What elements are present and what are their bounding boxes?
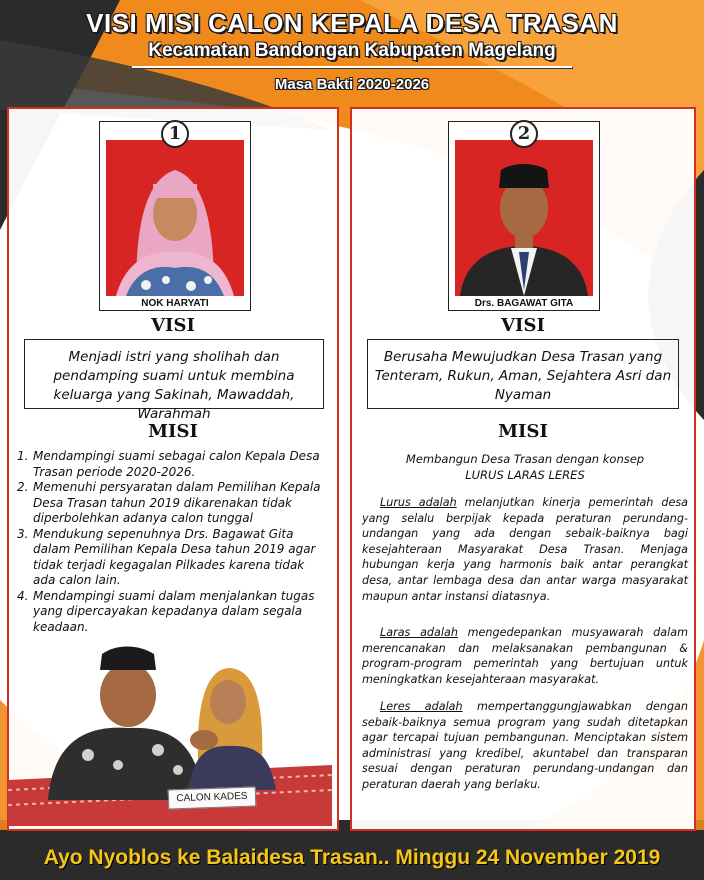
candidate-number-badge: 2 bbox=[510, 120, 538, 148]
list-item: 4. Mendampingi suami dalam menjalankan tugas yang dipercayakan kepadanya dalam segala keadaan. bbox=[17, 588, 315, 634]
footer-text: Ayo Nyoblos ke Balaidesa Trasan.. Minggu 24 November 2019 bbox=[43, 846, 661, 869]
nameplate: CALON KADES bbox=[168, 786, 257, 809]
candidate-1-photo-frame bbox=[99, 121, 251, 311]
misi-heading: MISI bbox=[498, 421, 548, 442]
visi-text: Menjadi istri yang sholihah dan pendamping suami untuk membina keluarga yang Sakinah, Mawaddah, Warahmah bbox=[24, 339, 324, 409]
candidate-number-badge: 1 bbox=[161, 120, 189, 148]
visi-heading: VISI bbox=[501, 315, 545, 336]
candidate-1-photo bbox=[106, 140, 244, 296]
term-period: Masa Bakti 2020-2026 bbox=[274, 76, 430, 93]
header-divider bbox=[132, 66, 572, 68]
footer-banner bbox=[0, 838, 704, 880]
visi-heading: VISI bbox=[151, 315, 195, 336]
candidate-couple-photo bbox=[8, 640, 332, 826]
list-item: 2. Memenuhi persyaratan dalam Pemilihan Kepala Desa Trasan tahun 2019 dikarenakan tidak diperbolehkan adanya calon tunggal bbox=[17, 480, 321, 525]
paragraph-lead: Laras adalah bbox=[380, 626, 458, 639]
list-item: 1. Mendampingi suami sebagai calon Kepala Desa Trasan periode 2020-2026. bbox=[17, 449, 320, 479]
page-subtitle: Kecamatan Bandongan Kabupaten Magelang bbox=[148, 40, 556, 61]
misi-intro-line: Membangun Desa Trasan dengan konsep bbox=[405, 452, 645, 466]
misi-paragraph-laras: Laras adalah mengedepankan musyawarah dalam merencanakan dan melaksanakan pembangunan & program-program pemerintah yang bertujuan untuk meningkatkan kesejahteraan masyarakat. bbox=[362, 626, 688, 686]
visi-text: Berusaha Mewujudkan Desa Trasan yang Tenteram, Rukun, Aman, Sejahtera Asri dan Nyaman bbox=[367, 339, 679, 409]
man-portrait-icon bbox=[455, 140, 593, 296]
misi-list bbox=[17, 449, 327, 635]
paragraph-lead: Lurus adalah bbox=[380, 496, 457, 509]
misi-heading: MISI bbox=[148, 421, 198, 442]
candidate-2-photo bbox=[455, 140, 593, 296]
woman-portrait-icon bbox=[106, 140, 244, 296]
page-title: VISI MISI CALON KEPALA DESA TRASAN bbox=[86, 8, 618, 38]
misi-paragraph-leres: Leres adalah mempertanggungjawabkan dengan sebaik-baiknya semua program yang sudah ditetapkan agar tercapai tujuan pembangunan. Menciptakan sistem administrasi yang kredibel, akuntabel dan transparan sesuai dengan peraturan perundang-undangan dan peraturan daerah yang berlaku. bbox=[362, 700, 689, 791]
misi-concept: LURUS LARAS LERES bbox=[465, 468, 585, 482]
list-item: 3. Mendukung sepenuhnya Drs. Bagawat Gita dalam Pemilihan Kepala Desa tahun 2019 agar tidak terjadi kegagalan Pilkades karena tidak ada calon lain. bbox=[17, 526, 316, 587]
candidate-1-name: NOK HARYATI bbox=[141, 298, 209, 309]
candidate-2-name: Drs. BAGAWAT GITA bbox=[474, 298, 574, 309]
misi-paragraph-lurus: Lurus adalah melanjutkan kinerja pemerintah desa yang selalu berpijak kepada peraturan perundang-undangan yang ada dengan sebaik-baiknya bagi kesejahteraan Masyarakat Desa Trasan. Menjaga hubungan kerja yang harmonis baik antar perangkat desa, antar lembaga desa dan antar warga masyarakat maupun antar instansi diatasnya. bbox=[362, 496, 689, 603]
paragraph-lead: Leres adalah bbox=[380, 700, 463, 713]
candidate-2-panel bbox=[350, 107, 696, 831]
misi-intro bbox=[362, 451, 688, 483]
candidate-2-photo-frame bbox=[448, 121, 600, 311]
